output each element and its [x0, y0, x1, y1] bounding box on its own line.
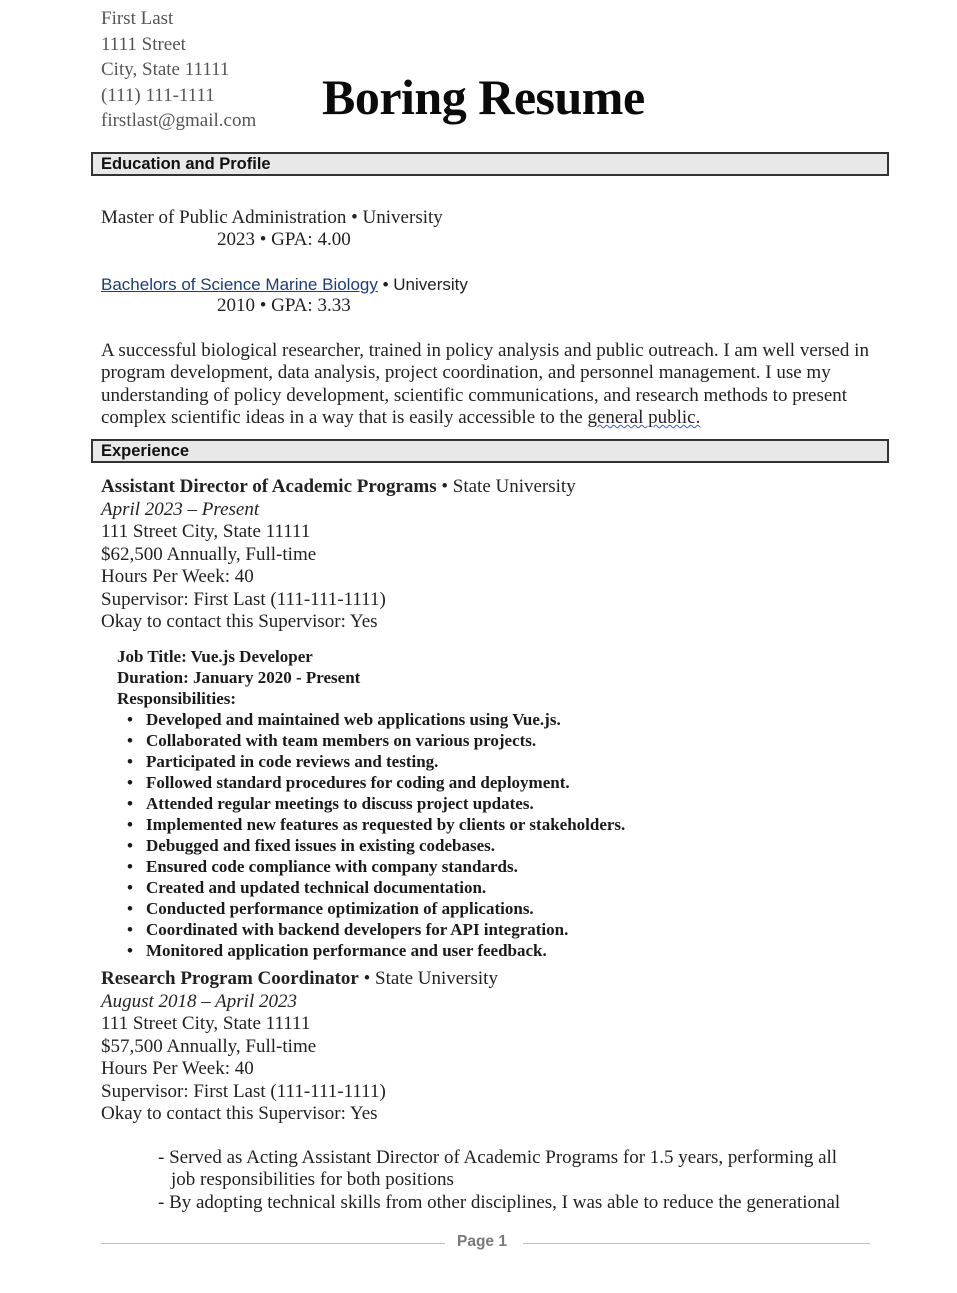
masters-degree: Master of Public Administration — [101, 207, 347, 228]
dev-job-block — [117, 646, 625, 961]
duty-line: - Served as Acting Assistant Director of Academic Programs for 1.5 years, performing all — [158, 1147, 838, 1168]
masters-line — [101, 207, 443, 229]
contact-name: First Last — [101, 8, 174, 29]
job-heading — [101, 968, 498, 991]
contact-phone: (111) 111-1111 — [101, 84, 215, 106]
job-entry-assistant-director — [101, 476, 576, 634]
job-employer: • State University — [358, 968, 498, 989]
list-item: • Conducted performance optimization of applications. — [127, 899, 534, 918]
bachelors-degree: Bachelors of Science Marine Biology — [101, 275, 378, 294]
page-number: Page 1 — [457, 1233, 507, 1250]
profile-text-end: general public. — [587, 406, 701, 428]
list-item: • Participated in code reviews and testing. — [127, 752, 439, 771]
job-hours: Hours Per Week: 40 — [101, 566, 254, 587]
job-salary: $62,500 Annually, Full-time — [101, 543, 317, 565]
job-address: 111 Street City, State 11111 — [101, 1013, 311, 1034]
footer-rule-left — [101, 1243, 445, 1244]
dev-job-title: Job Title: Vue.js Developer — [117, 647, 313, 666]
dev-job-responsibilities-label: Responsibilities: — [117, 689, 237, 708]
job2-duties — [158, 1147, 868, 1214]
list-item: • Coordinated with backend developers for API integration. — [127, 920, 569, 939]
masters-school: • University — [346, 207, 443, 228]
job-supervisor: Supervisor: First Last (111-111-1111) — [101, 588, 386, 610]
list-item: • Developed and maintained web applications using Vue.js. — [127, 710, 561, 729]
responsibilities-list — [117, 709, 625, 961]
list-item: • Collaborated with team members on various projects. — [127, 731, 537, 750]
footer-rule-right — [523, 1243, 870, 1244]
profile-text: A successful biological researcher, trained in policy analysis and public outreach. I am well versed in program development, data analysis, project coordination, and personnel management. I use my understanding of policy development, scientific communications, and research methods to present complex scientific ideas in a way that is easily accessible to the — [101, 340, 869, 428]
list-item: • Followed standard procedures for coding and deployment. — [127, 773, 570, 792]
job-title: Research Program Coordinator — [101, 968, 359, 989]
list-item: • Debugged and fixed issues in existing codebases. — [127, 836, 496, 855]
list-item: • Monitored application performance and user feedback. — [127, 941, 547, 960]
masters-detail: 2023 • GPA: 4.00 — [217, 229, 351, 250]
profile-paragraph — [101, 340, 873, 429]
job-entry-research-coordinator — [101, 968, 498, 1126]
job-address: 111 Street City, State 11111 — [101, 521, 311, 542]
bachelors-line — [101, 275, 468, 295]
job-supervisor: Supervisor: First Last (111-111-1111) — [101, 1080, 386, 1102]
contact-block — [101, 6, 256, 134]
list-item: • Implemented new features as requested by clients or stakeholders. — [127, 815, 626, 834]
bachelors-detail: 2010 • GPA: 3.33 — [217, 295, 351, 316]
bachelors-school: • University — [377, 275, 468, 294]
contact-email: firstlast@gmail.com — [101, 110, 257, 131]
duty-line: job responsibilities for both positions — [171, 1169, 454, 1191]
list-item: • Created and updated technical documentation. — [127, 878, 487, 897]
duty-line: - By adopting technical skills from other disciplines, I was able to reduce the generational — [158, 1191, 841, 1213]
job-title: Assistant Director of Academic Programs — [101, 476, 437, 497]
list-item: • Ensured code compliance with company standards. — [127, 857, 518, 876]
list-item: • Attended regular meetings to discuss project updates. — [127, 794, 534, 813]
dev-job-duration: Duration: January 2020 - Present — [117, 668, 361, 687]
section-header-experience: Experience — [91, 439, 889, 463]
job-dates: April 2023 – Present — [101, 498, 260, 520]
job-dates: August 2018 – April 2023 — [101, 990, 297, 1012]
job-heading — [101, 476, 576, 499]
contact-city: City, State 11111 — [101, 59, 230, 80]
contact-street: 1111 Street — [101, 33, 186, 55]
section-header-education: Education and Profile — [91, 152, 889, 176]
job-salary: $57,500 Annually, Full-time — [101, 1035, 317, 1057]
job-employer: • State University — [436, 476, 576, 497]
job-contact-ok: Okay to contact this Supervisor: Yes — [101, 611, 378, 632]
resume-title: Boring Resume — [322, 69, 645, 125]
job-contact-ok: Okay to contact this Supervisor: Yes — [101, 1103, 378, 1124]
job-hours: Hours Per Week: 40 — [101, 1058, 254, 1079]
